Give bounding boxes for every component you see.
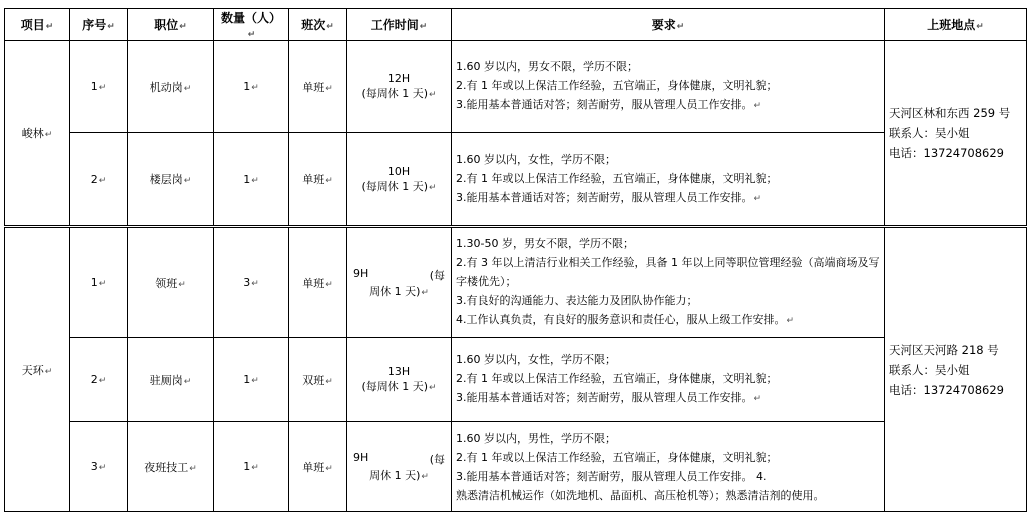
shift-cell: 单班↵ — [289, 41, 347, 133]
requirement-line: 3.能用基本普通话对答；刻苦耐劳，服从管理人员工作安排。 4. — [456, 469, 767, 483]
requirement-line: 2.有 1 年或以上保洁工作经验，五官端正，身体健康，文明礼貌； — [456, 372, 778, 385]
hours-rest: (每周休 1 天) — [361, 179, 429, 193]
requirements-cell — [452, 227, 885, 338]
hours-cell: 12H (每周休 1 天)↵ — [347, 41, 452, 133]
header-quantity: 数量（人）↵ — [214, 9, 289, 41]
seq-cell: 2↵ — [70, 338, 128, 422]
requirement-line: 2.有 3 年以上清洁行业相关工作经验，具备 1 年以上同等职位管理经验（高端商场及写字楼优先）； — [456, 256, 880, 288]
requirements-cell — [452, 41, 885, 133]
header-requirements: 要求↵ — [452, 9, 885, 41]
requirements-cell — [452, 338, 885, 422]
hours-rest: 周休 1 天) — [369, 284, 421, 298]
header-location: 上班地点↵ — [885, 9, 1027, 41]
hours-value: 12H — [387, 72, 411, 85]
hours-rest-start: (每 — [429, 452, 445, 466]
table-row — [5, 41, 1027, 133]
position-cell: 楼层岗↵ — [128, 133, 214, 227]
hours-rest: (每周休 1 天) — [361, 380, 429, 393]
seq-cell: 1↵ — [70, 41, 128, 133]
quantity-cell: 1↵ — [214, 338, 289, 422]
shift-cell: 单班↵ — [289, 133, 347, 227]
seq-cell: 2↵ — [70, 133, 128, 227]
requirement-line: 3.能用基本普通话对答；刻苦耐劳，服从管理人员工作安排。↵ — [456, 98, 762, 111]
requirement-line: 2.有 1 年或以上保洁工作经验，五官端正，身体健康，文明礼貌； — [456, 171, 778, 185]
header-hours: 工作时间↵ — [347, 9, 452, 41]
position-cell: 夜班技工↵ — [128, 422, 214, 512]
quantity-cell: 1↵ — [214, 133, 289, 227]
requirement-line: 1.60 岁以内，男性，学历不限； — [456, 431, 616, 445]
header-shift: 班次↵ — [289, 9, 347, 41]
requirement-line: 1.60 岁以内，女性，学历不限； — [456, 152, 616, 166]
hours-cell: 10H (每周休 1 天)↵ — [347, 133, 452, 227]
position-cell: 领班↵ — [128, 227, 214, 338]
header-seq: 序号↵ — [70, 9, 128, 41]
location-address: 天河区林和东西 259 号 — [889, 106, 1011, 120]
requirement-line: 1.30-50 岁，男女不限，学历不限； — [456, 237, 634, 250]
requirement-line: 3.能用基本普通话对答；刻苦耐劳，服从管理人员工作安排。↵ — [456, 190, 762, 204]
header-position: 职位↵ — [128, 9, 214, 41]
hours-value: 13H — [387, 365, 411, 378]
table-row — [5, 338, 1027, 422]
seq-cell: 1↵ — [70, 227, 128, 338]
header-row — [5, 9, 1027, 41]
requirement-line: 1.60 岁以内，女性，学历不限； — [456, 353, 616, 366]
shift-cell: 单班↵ — [289, 227, 347, 338]
table-row — [5, 133, 1027, 227]
hours-cell: 9H (每 周休 1 天)↵ — [347, 227, 452, 338]
shift-cell: 单班↵ — [289, 422, 347, 512]
position-cell: 机动岗↵ — [128, 41, 214, 133]
quantity-cell: 3↵ — [214, 227, 289, 338]
table-row — [5, 422, 1027, 512]
location-contact: 联系人：吴小姐 — [889, 126, 970, 140]
requirement-line: 熟悉清洁机械运作（如洗地机、晶面机、高压枪机等）；熟悉清洁剂的使用。 — [456, 488, 825, 502]
hours-rest-start: (每 — [429, 268, 445, 282]
job-table — [4, 8, 1027, 512]
header-project: 项目↵ — [5, 9, 70, 41]
requirement-line: 3.有良好的沟通能力、表达能力及团队协作能力； — [456, 294, 698, 307]
location-contact: 联系人：吴小姐 — [889, 362, 970, 377]
requirement-line: 2.有 1 年或以上保洁工作经验，五官端正，身体健康，文明礼貌； — [456, 450, 778, 464]
quantity-cell: 1↵ — [214, 422, 289, 512]
requirement-line: 2.有 1 年或以上保洁工作经验，五官端正，身体健康，文明礼貌； — [456, 79, 778, 92]
requirements-cell — [452, 422, 885, 512]
seq-cell: 3↵ — [70, 422, 128, 512]
hours-cell: 13H (每周休 1 天)↵ — [347, 338, 452, 422]
requirements-cell — [452, 133, 885, 227]
shift-cell: 双班↵ — [289, 338, 347, 422]
table-row — [5, 227, 1027, 338]
hours-value: 10H — [387, 164, 411, 178]
hours-rest: (每周休 1 天) — [361, 87, 429, 100]
hours-cell: 9H (每 周休 1 天)↵ — [347, 422, 452, 512]
location-cell — [885, 227, 1027, 512]
hours-rest: 周休 1 天) — [369, 468, 421, 482]
location-phone: 电话：13724708629 — [889, 382, 1004, 397]
requirement-line: 4.工作认真负责，有良好的服务意识和责任心，服从上级工作安排。↵ — [456, 313, 795, 326]
location-address: 天河区天河路 218 号 — [889, 342, 999, 357]
project-cell: 峻林↵ — [5, 41, 70, 227]
position-cell: 驻厕岗↵ — [128, 338, 214, 422]
hours-value: 9H — [353, 266, 369, 280]
quantity-cell: 1↵ — [214, 41, 289, 133]
location-phone: 电话：13724708629 — [889, 146, 1004, 160]
hours-value: 9H — [353, 450, 369, 464]
project-cell: 天环↵ — [5, 227, 70, 512]
requirement-line: 3.能用基本普通话对答；刻苦耐劳，服从管理人员工作安排。↵ — [456, 391, 762, 404]
location-cell — [885, 41, 1027, 227]
requirement-line: 1.60 岁以内，男女不限，学历不限； — [456, 60, 638, 73]
